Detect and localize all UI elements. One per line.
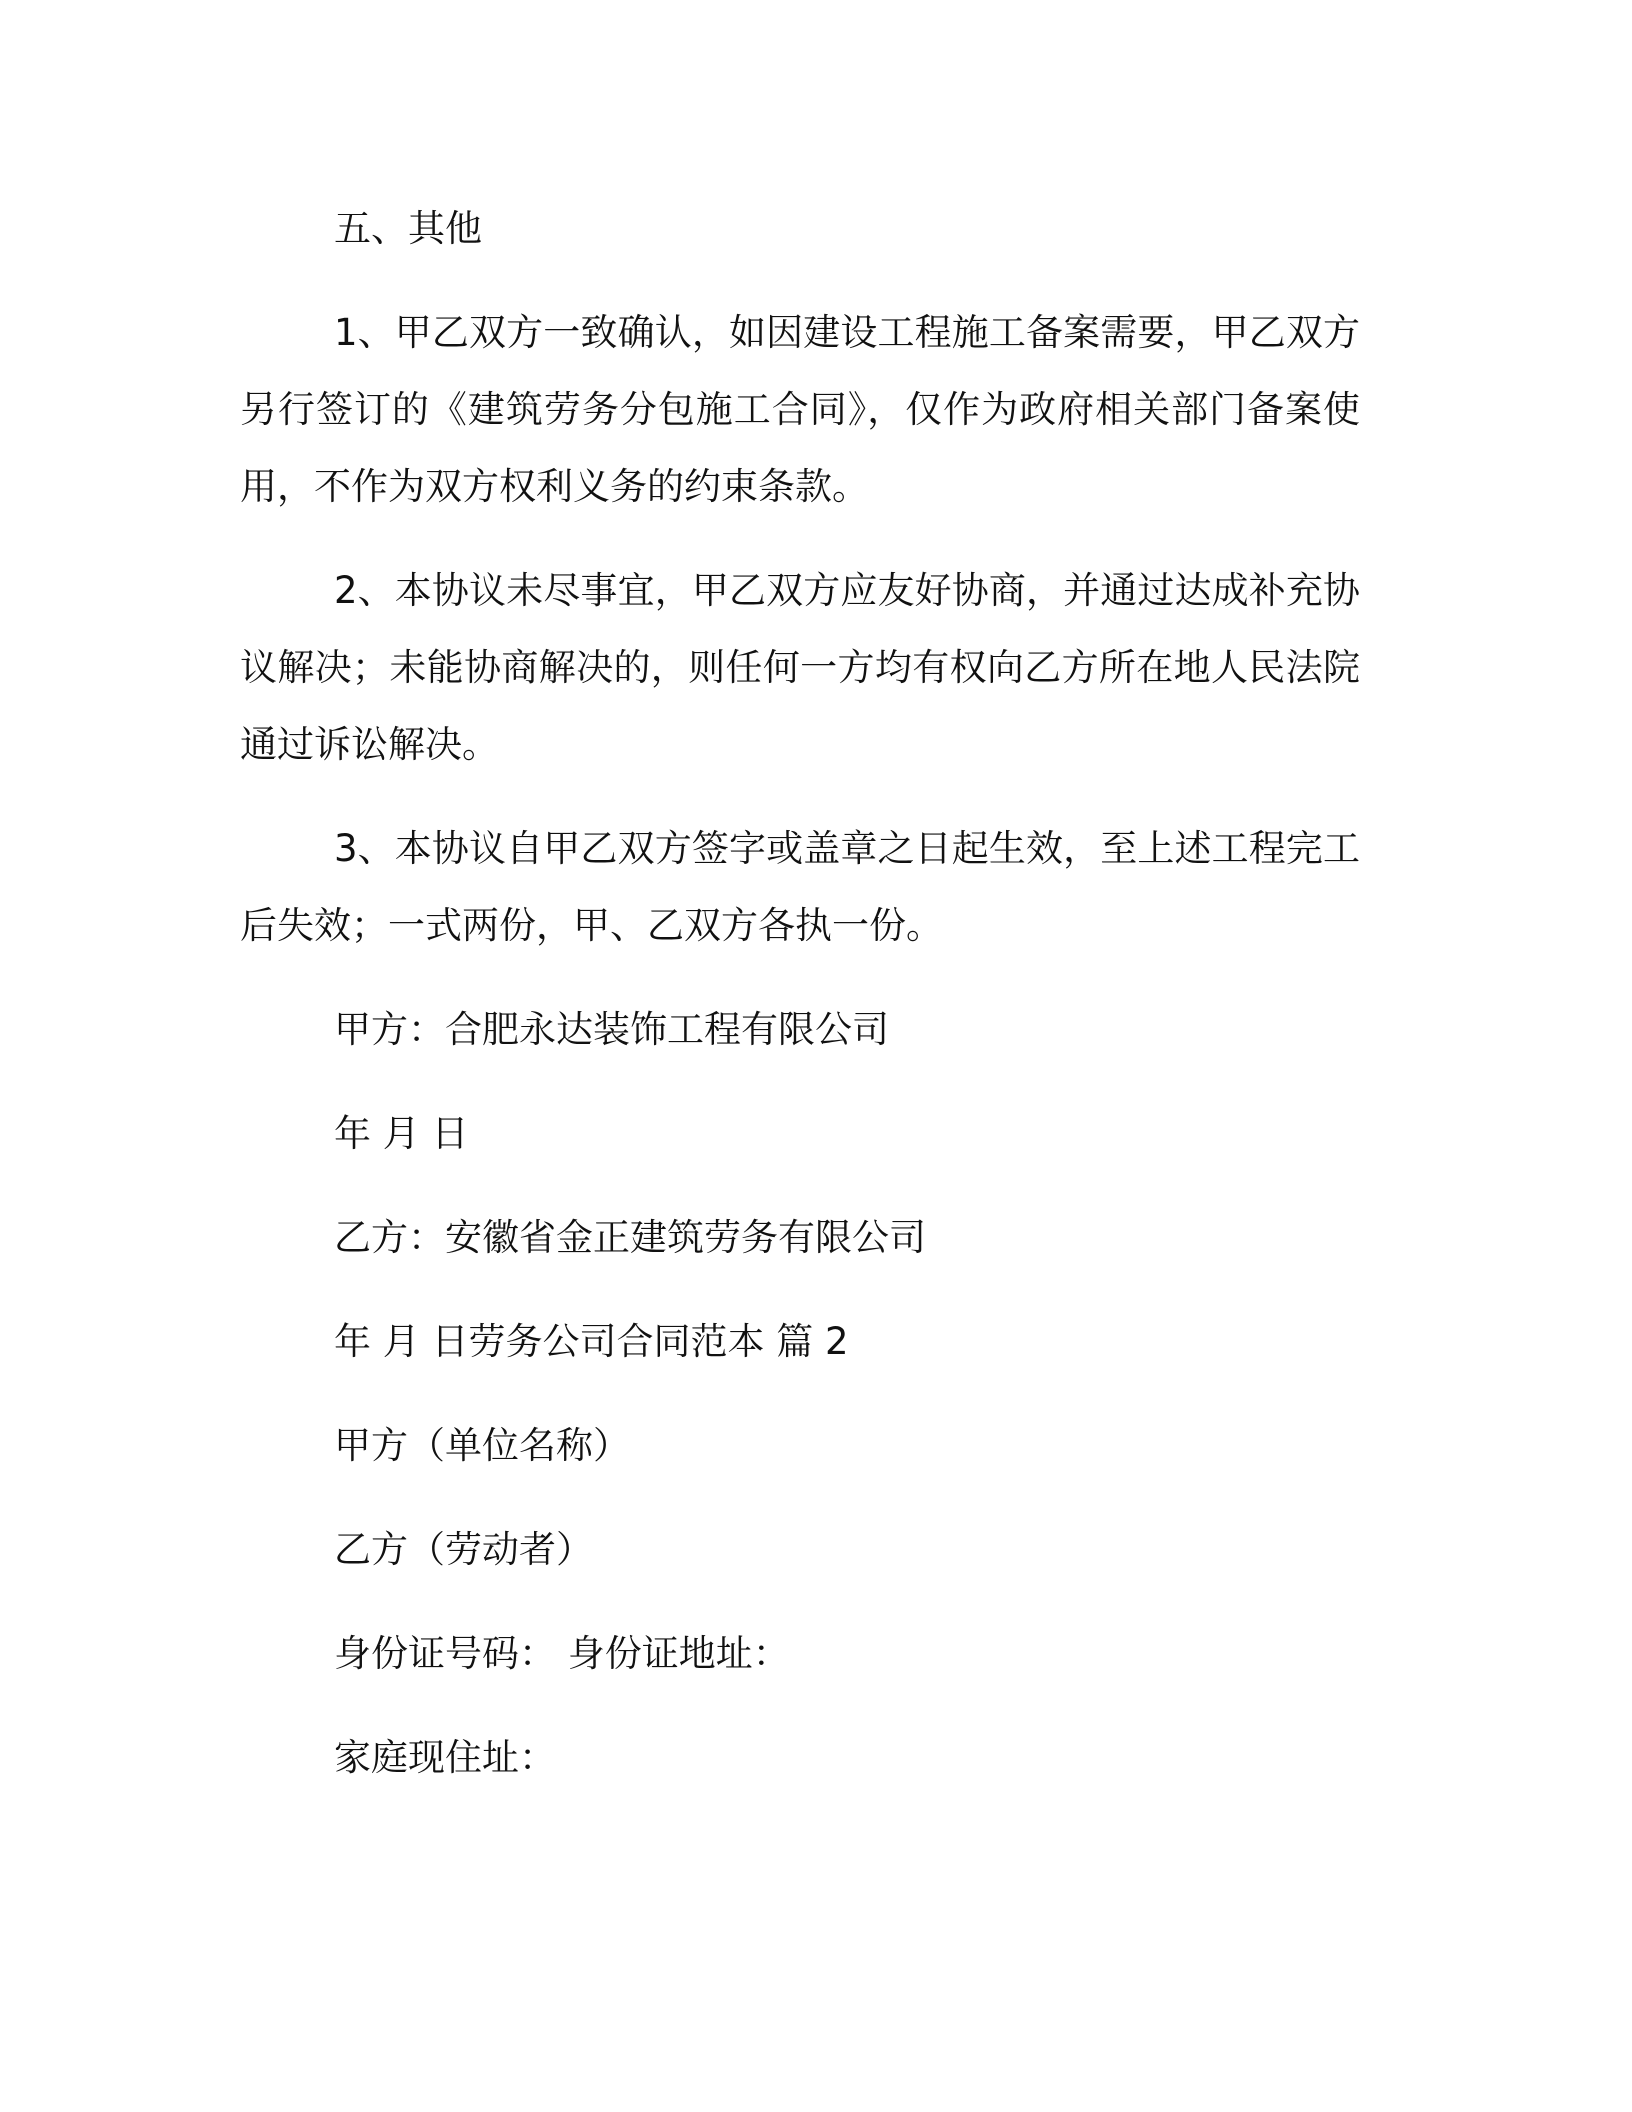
id-line: 身份证号码： 身份证地址： (334, 1632, 790, 1675)
party-a-signature: 甲方：合肥永达装饰工程有限公司 (334, 1008, 889, 1051)
home-address-line: 家庭现住址： (334, 1736, 556, 1779)
next-party-a: 甲方（单位名称） (334, 1424, 630, 1467)
clause-2: 2、本协议未尽事宜，甲乙双方应友好协商，并通过达成补充协议解决；未能协商解决的，则任何一方均有权向乙方所在地人民法院通过诉讼解决。 (240, 569, 1360, 766)
clause-1: 1、甲乙双方一致确认，如因建设工程施工备案需要，甲乙双方另行签订的《建筑劳务分包施工合同》，仅作为政府相关部门备案使用，不作为双方权利义务的约束条款。 (240, 311, 1360, 508)
party-b-signature: 乙方：安徽省金正建筑劳务有限公司 (334, 1216, 926, 1259)
document-body (240, 190, 1360, 1823)
party-b-date-and-next-title: 年 月 日劳务公司合同范本 篇 2 (334, 1320, 849, 1363)
next-party-b: 乙方（劳动者） (334, 1528, 593, 1571)
section-title: 五、其他 (334, 207, 482, 250)
party-a-date: 年 月 日 (334, 1112, 469, 1155)
clause-3: 3、本协议自甲乙双方签字或盖章之日起生效，至上述工程完工后失效；一式两份，甲、乙双方各执一份。 (240, 827, 1360, 947)
